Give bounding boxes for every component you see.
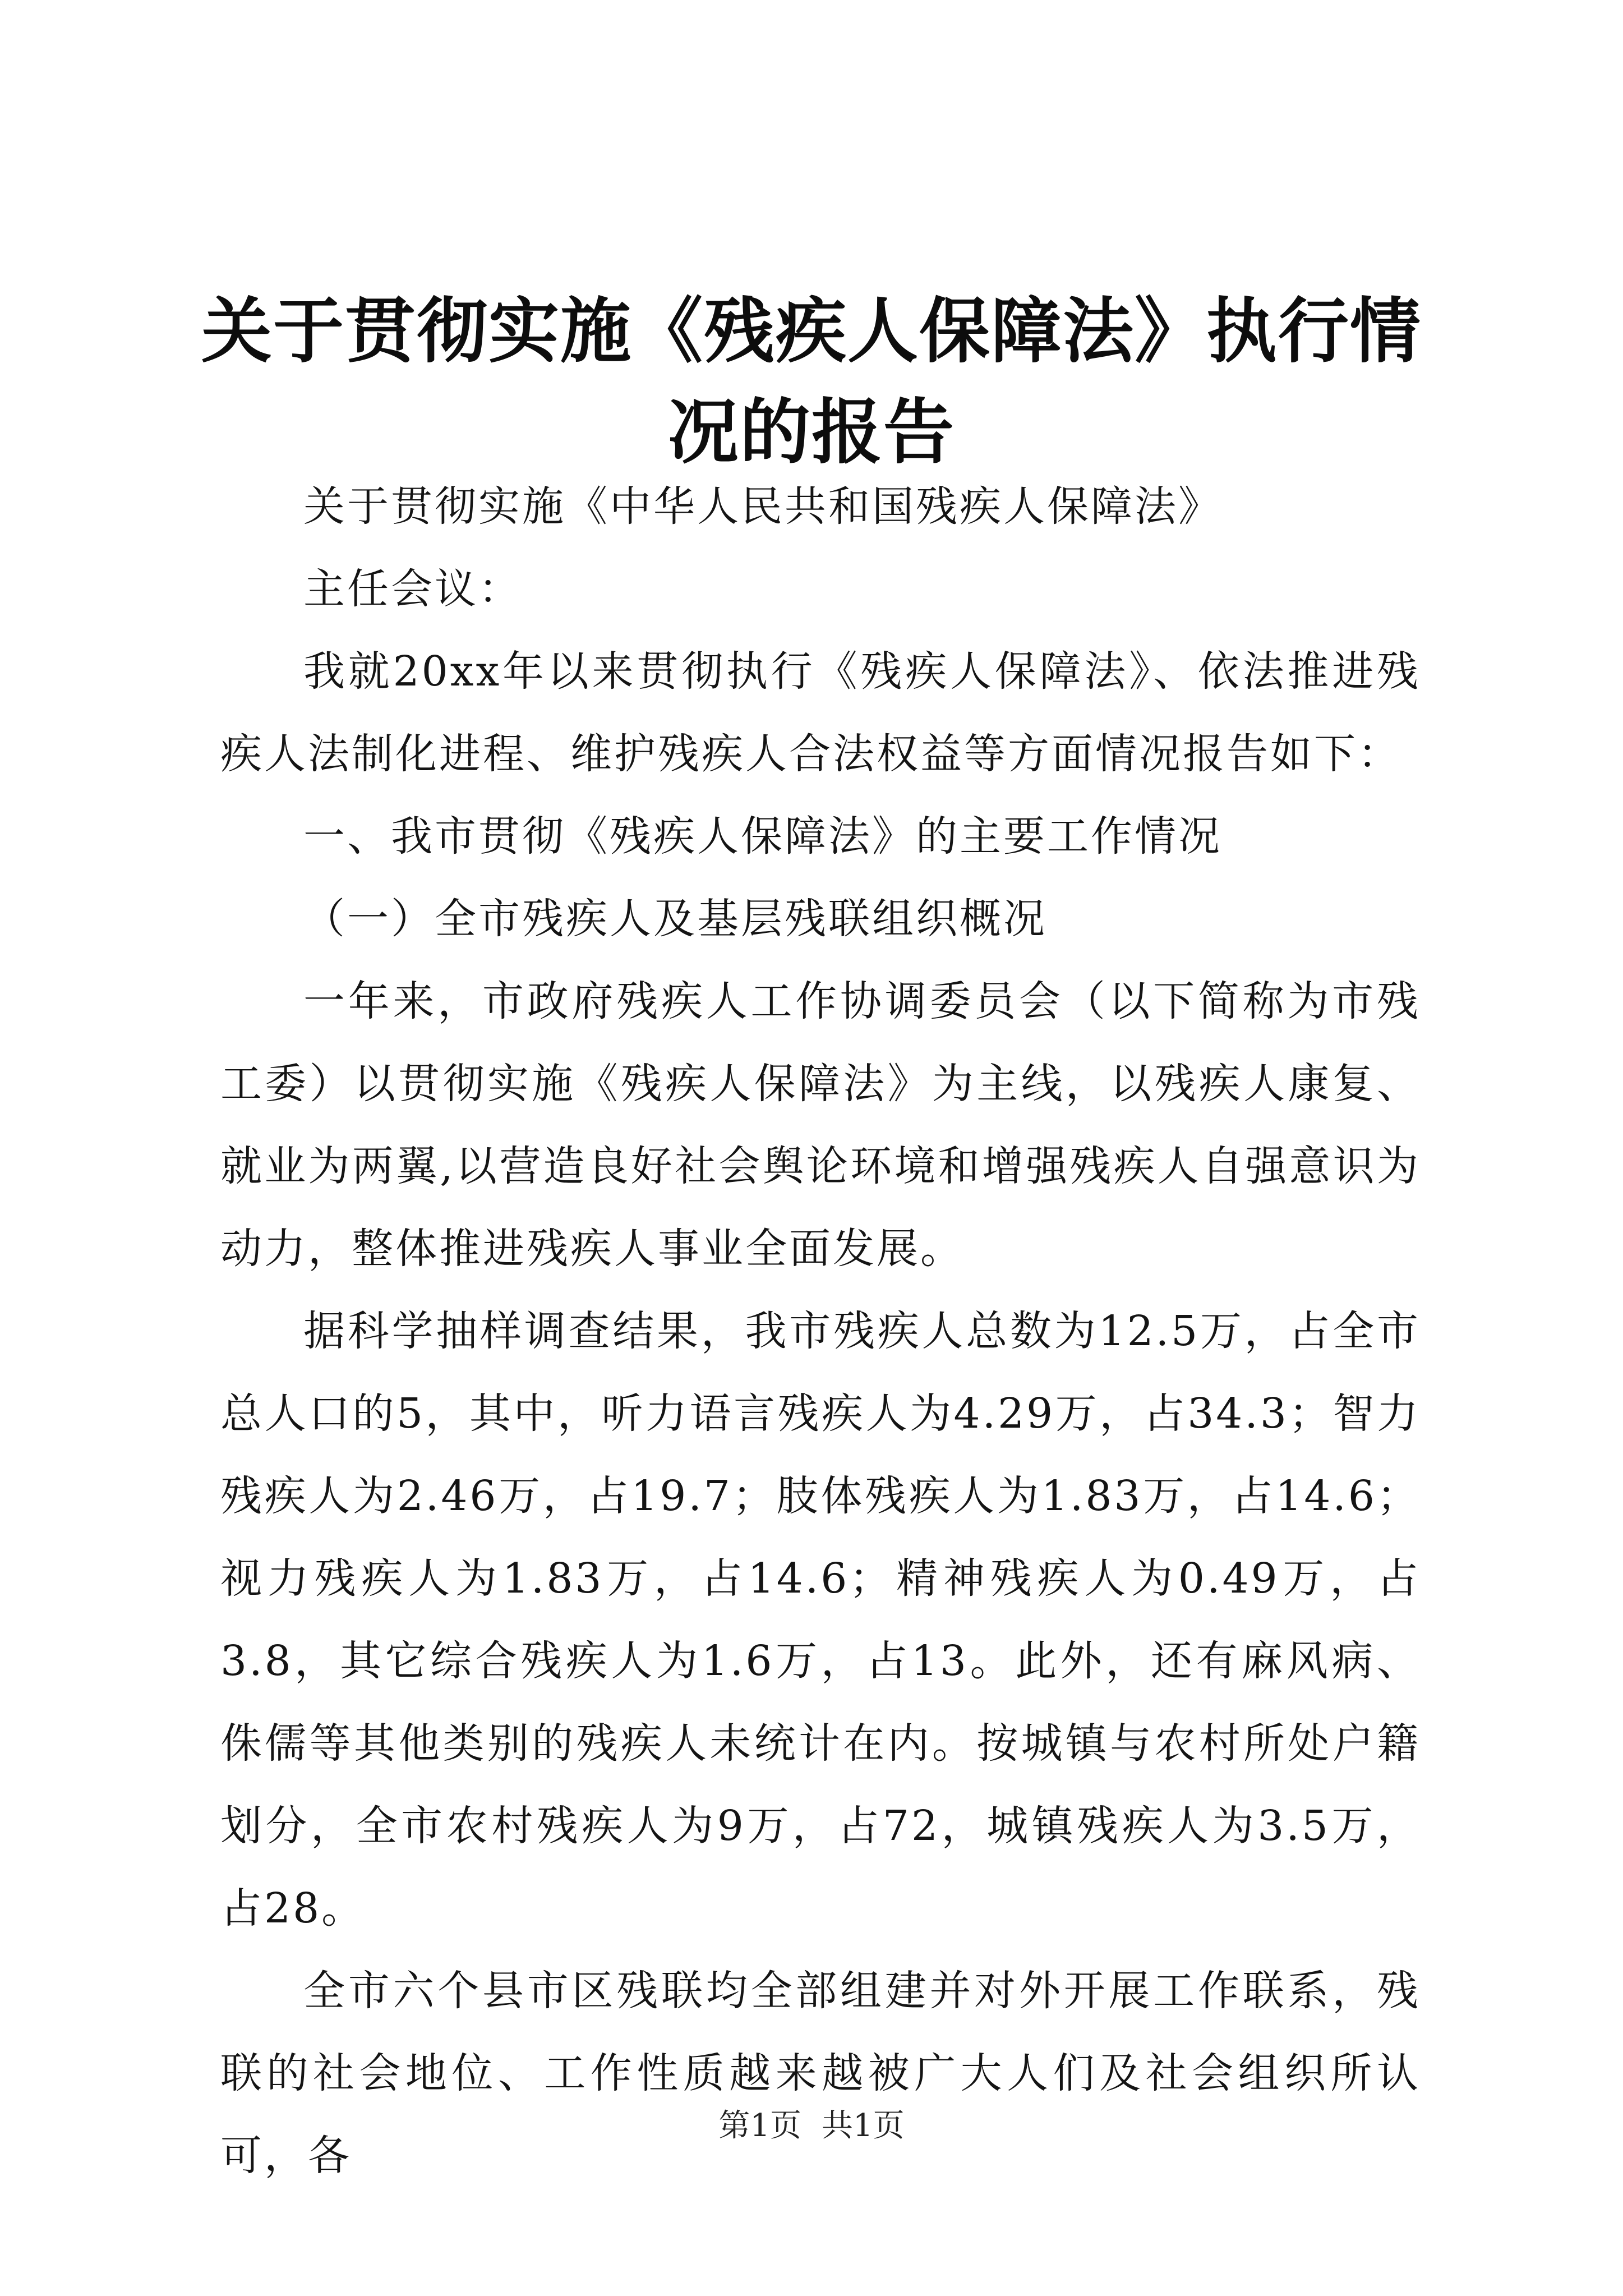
page-number: 第1页 (718, 2108, 801, 2144)
section-heading-1: 一、我市贯彻《残疾人保障法》的主要工作情况 (303, 812, 1222, 861)
document-title: 关于贯彻实施《残疾人保障法》执行情况的报告 (201, 289, 1422, 473)
paragraph-subject: 关于贯彻实施《中华人民共和国残疾人保障法》 (303, 482, 1222, 531)
paragraph-intro: 我就20xx年以来贯彻执行《残疾人保障法》、依法推进残疾人法制化进程、维护残疾人合法权益等方面情况报告如下： (220, 647, 1421, 778)
paragraph-statistics: 据科学抽样调查结果，我市残疾人总数为12.5万，占全市总人口的5，其中，听力语言残疾人为4.29万，占34.3；智力残疾人为2.46万，占19.7；肢体残疾人为1.83万，占14.6；视力残疾人为1.83万，占14.6；精神残疾人为0.49万，占3.8，其它综合残疾人为1.6万，占13。此外，还有麻风病、侏儒等其他类别的残疾人未统计在内。按城镇与农村所处户籍划分，全市农村残疾人为9万，占72，城镇残疾人为3.5万，占28。 (220, 1307, 1421, 1932)
subsection-heading-1: （一）全市残疾人及基层残联组织概况 (303, 895, 1047, 943)
page-total: 共1页 (822, 2108, 905, 2144)
paragraph-organizations: 全市六个县市区残联均全部组建并对外开展工作联系，残联的社会地位、工作性质越来越被广大人们及社会组织所认可，各 (220, 1967, 1421, 2180)
document-body (220, 466, 1421, 2197)
paragraph-salutation: 主任会议： (303, 565, 522, 613)
page-footer (0, 2104, 1623, 2148)
paragraph-overview: 一年来，市政府残疾人工作协调委员会（以下简称为市残工委）以贯彻实施《残疾人保障法》为主线，以残疾人康复、就业为两翼,以营造良好社会舆论环境和增强残疾人自强意识为动力，整体推进残疾人事业全面发展。 (220, 977, 1421, 1273)
